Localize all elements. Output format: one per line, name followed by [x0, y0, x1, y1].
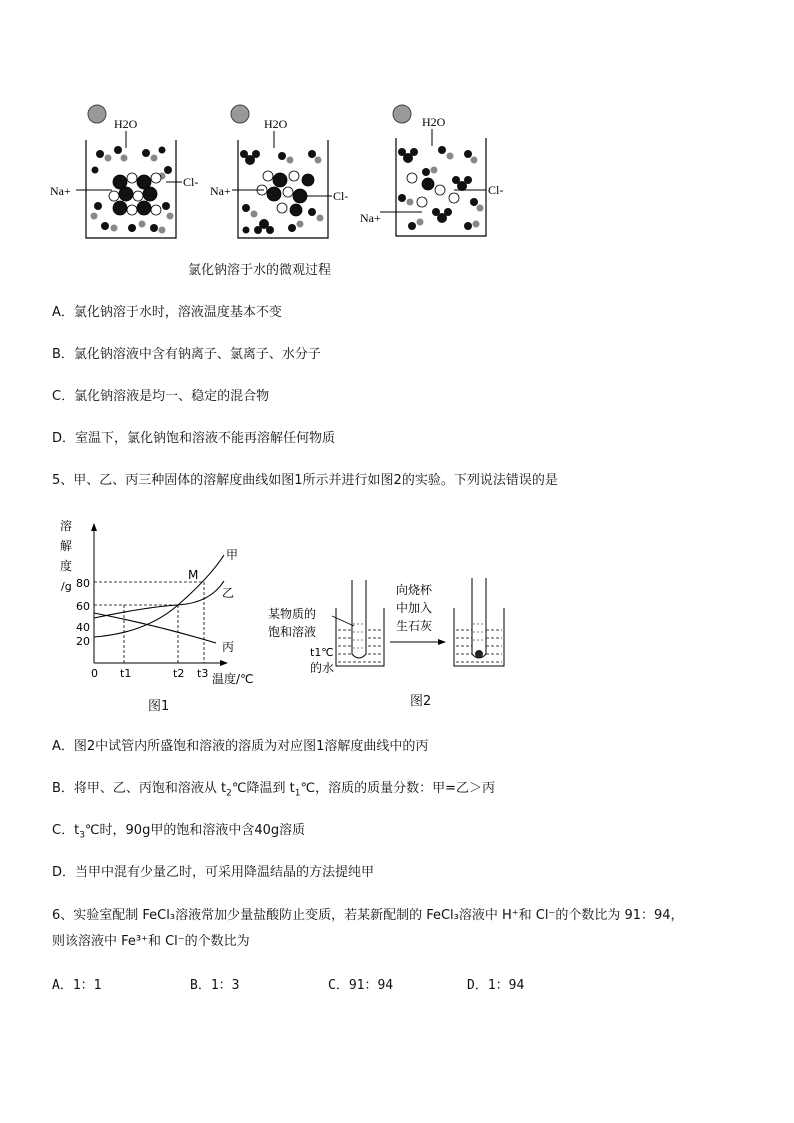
arrow-label-2: 中加入: [396, 601, 433, 615]
xtick-t3: t3: [197, 667, 209, 680]
solubility-chart: [56, 515, 266, 690]
na-label-3: Na+: [360, 211, 381, 225]
point-m-label: M: [188, 568, 199, 582]
na-label-1: Na+: [50, 184, 71, 198]
ytick-60: 60: [76, 600, 90, 613]
cl-label-2: Cl-: [333, 189, 349, 203]
series-label-yi: 乙: [222, 586, 235, 600]
water-label-2: H2O: [264, 117, 288, 131]
series-label-bing: 丙: [222, 640, 235, 654]
cl-label-3: Cl-: [488, 183, 504, 197]
figure-top-caption: 氯化钠溶于水的微观过程: [188, 263, 332, 278]
q5-stem: 5、甲、乙、丙三种固体的溶解度曲线如图1所示并进行如图2的实验。下列说法错误的是: [52, 473, 558, 488]
q6-option-b: B．1：3: [190, 978, 240, 993]
q4-option-c: C．氯化钠溶液是均一、稳定的混合物: [52, 389, 270, 404]
q4-option-d: D．室温下，氯化钠饱和溶液不能再溶解任何物质: [52, 431, 336, 446]
q6-stem-line-1: 6、实验室配制 FeCl₃溶液常加少量盐酸防止变质，若某新配制的 FeCl₃溶液中 H⁺和 Cl⁻的个数比为 91：94，: [52, 908, 684, 923]
q4-option-b: B．氯化钠溶液中含有钠离子、氯离子、水分子: [52, 347, 321, 362]
fig2-water-label-1: t1℃: [310, 646, 334, 659]
water-label-1: H2O: [114, 117, 138, 131]
experiment-figure: [266, 570, 516, 685]
beaker-2: [210, 105, 348, 238]
ylabel-char-3: 度: [60, 559, 73, 573]
q5-option-a: A．图2中试管内所盛饱和溶液的溶质为对应图1溶解度曲线中的丙: [52, 739, 429, 754]
curve-jia: [94, 555, 224, 637]
beaker-3: [360, 105, 503, 236]
xtick-t1: t1: [120, 667, 132, 680]
fig2-label-1: 某物质的: [268, 607, 317, 621]
na-label-2: Na+: [210, 184, 231, 198]
fig2-label-2: 饱和溶液: [268, 625, 317, 639]
xtick-t2: t2: [173, 667, 185, 680]
q6-stem-line-2: 则该溶液中 Fe³⁺和 Cl⁻的个数比为: [52, 934, 250, 949]
beaker-1: [50, 105, 198, 238]
q6-option-c: C．91：94: [328, 978, 394, 993]
curve-yi: [94, 581, 224, 618]
xtick-0: 0: [91, 667, 98, 680]
fig1-caption: 图1: [148, 699, 170, 714]
q5-option-b: B．将甲、乙、丙饱和溶液从 $t_2℃$降温到 $t_1℃$，溶质的质量分数：甲=乙＞丙: [52, 781, 495, 799]
nacl-dissolving-figure: [50, 98, 530, 248]
ylabel-unit: /g: [61, 580, 72, 593]
cl-label-1: Cl-: [183, 175, 199, 189]
q5-option-c: C．$t_3℃$时，90g甲的饱和溶液中含40g溶质: [52, 823, 306, 841]
ytick-80: 80: [76, 577, 90, 590]
q5-option-d: D．当甲中混有少量乙时，可采用降温结晶的方法提纯甲: [52, 865, 375, 880]
ylabel-char-2: 解: [60, 539, 73, 553]
q6-option-d: D．1：94: [467, 978, 525, 993]
ylabel-char-1: 溶: [60, 519, 73, 533]
arrow-label-1: 向烧杯: [396, 583, 433, 597]
arrow-label-3: 生石灰: [396, 619, 433, 633]
ytick-40: 40: [76, 621, 90, 634]
series-label-jia: 甲: [226, 548, 239, 562]
fig2-caption: 图2: [410, 694, 432, 709]
fig2-water-label-2: 的水: [310, 661, 335, 675]
x-axis-label: 温度/℃: [212, 672, 254, 686]
water-label-3: H2O: [422, 115, 446, 129]
q4-option-a: A．氯化钠溶于水时，溶液温度基本不变: [52, 305, 282, 320]
q6-option-a: A．1：1: [52, 978, 102, 993]
curve-bing: [94, 613, 216, 643]
ytick-20: 20: [76, 635, 90, 648]
